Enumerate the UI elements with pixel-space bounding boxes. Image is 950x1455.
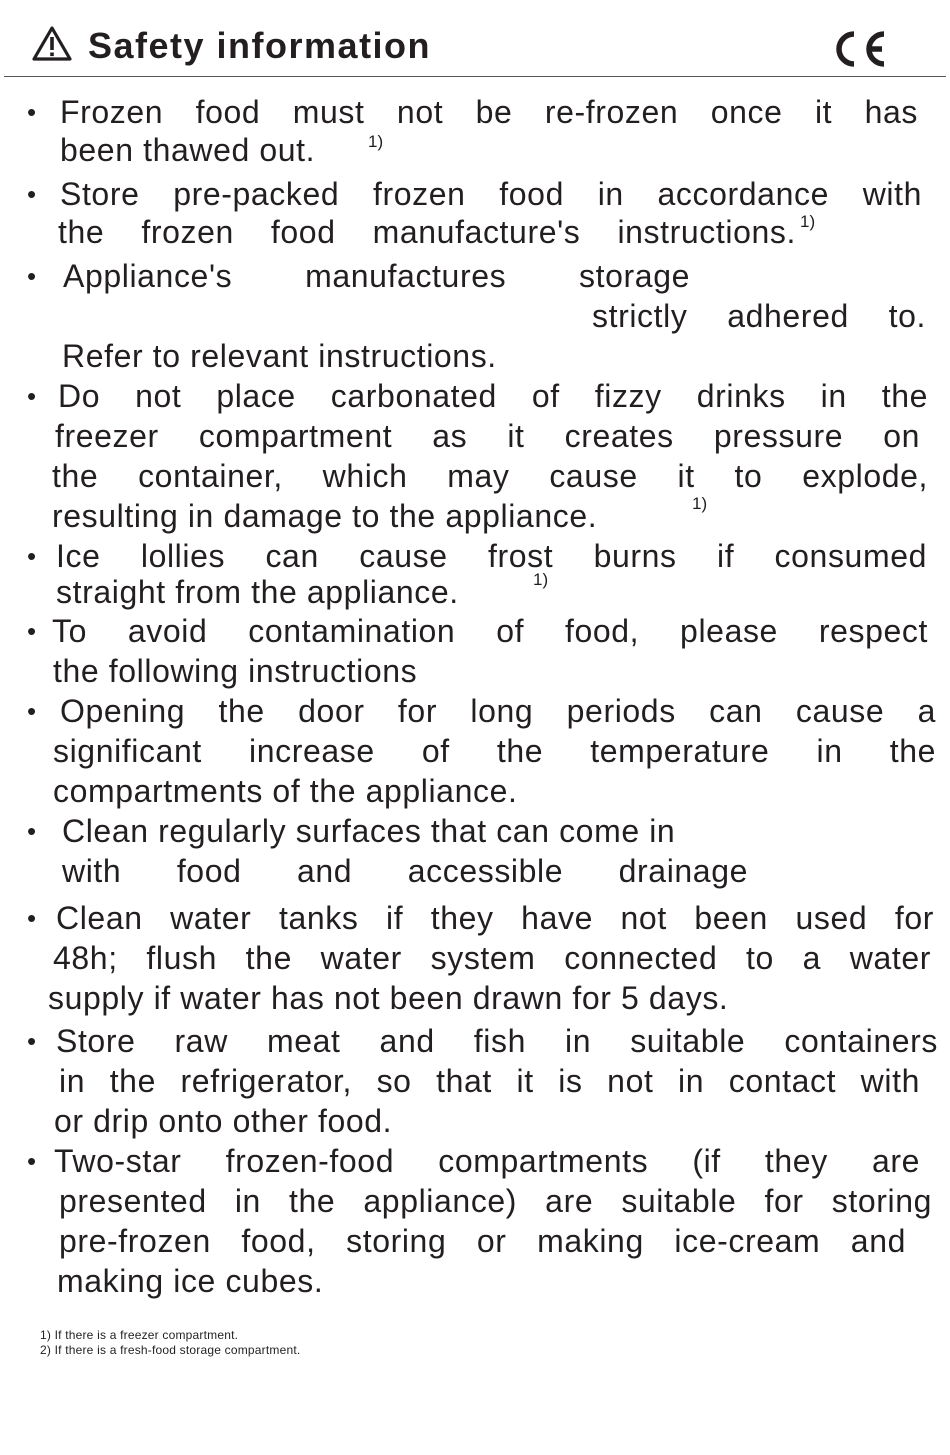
- list-item-line: the following instructions: [53, 653, 418, 689]
- list-item-line: supply if water has not been drawn for 5 days.: [48, 980, 729, 1016]
- list-item-line: Do not place carbonated of fizzy drinks in the: [58, 378, 928, 414]
- list-item-line: or drip onto other food.: [54, 1103, 393, 1139]
- list-item-line: Clean regularly surfaces that can come in: [62, 813, 676, 849]
- list-item-line: been thawed out.: [60, 132, 316, 168]
- bullet-icon: •: [27, 1026, 37, 1056]
- bullet-icon: •: [27, 903, 37, 933]
- footnote: 2) If there is a fresh-food storage compartment.: [40, 1343, 301, 1357]
- bullet-icon: •: [27, 541, 37, 571]
- list-item-line: 48h; flush the water system connected to a water: [53, 940, 931, 976]
- list-item-line: pre-frozen food, storing or making ice-cream and: [59, 1223, 906, 1259]
- list-item-line: Store raw meat and fish in suitable containers: [56, 1023, 938, 1059]
- list-item-line: Opening the door for long periods can cause a: [60, 693, 936, 729]
- list-item-line: Refer to relevant instructions.: [62, 338, 497, 374]
- footnote-marker: 1): [800, 212, 816, 231]
- list-item-line: compartments of the appliance.: [53, 773, 518, 809]
- list-item-line: significant increase of the temperature in the: [53, 733, 936, 769]
- list-item-line: Appliance's manufactures storage: [63, 258, 690, 294]
- list-item-line: resulting in damage to the appliance.: [52, 498, 598, 534]
- list-item-line: Ice lollies can cause frost burns if consumed: [56, 538, 927, 574]
- bullet-icon: •: [27, 616, 37, 646]
- footnote-marker: 1): [533, 570, 549, 589]
- bullet-icon: •: [27, 696, 37, 726]
- footnote: 1) If there is a freezer compartment.: [40, 1328, 239, 1342]
- list-item-line: presented in the appliance) are suitable for storing: [59, 1183, 932, 1219]
- footnote-marker: 1): [368, 132, 384, 151]
- list-item-line: straight from the appliance.: [56, 574, 459, 610]
- bullet-icon: •: [27, 816, 37, 846]
- list-item-line: in the refrigerator, so that it is not in contact with: [59, 1063, 920, 1099]
- list-item-line: Frozen food must not be re-frozen once it has: [60, 94, 918, 130]
- page-title: Safety information: [88, 25, 432, 66]
- bullet-icon: •: [27, 1146, 37, 1176]
- bullet-icon: •: [27, 261, 37, 291]
- bullet-icon: •: [27, 179, 37, 209]
- list-item-line: the frozen food manufacture's instructions.: [58, 214, 796, 250]
- bullet-icon: •: [27, 97, 37, 127]
- list-item-line: with food and accessible drainage: [62, 853, 748, 889]
- list-item-line: strictly adhered to.: [592, 298, 926, 334]
- footnote-marker: 1): [692, 494, 708, 513]
- list-item-line: Two-star frozen-food compartments (if they are: [54, 1143, 920, 1179]
- list-item-line: Store pre-packed frozen food in accordance with: [60, 176, 922, 212]
- list-item-line: freezer compartment as it creates pressure on: [55, 418, 920, 454]
- list-item-line: Clean water tanks if they have not been used for: [56, 900, 934, 936]
- bullet-icon: •: [27, 381, 37, 411]
- list-item-line: To avoid contamination of food, please respect: [52, 613, 928, 649]
- list-item-line: the container, which may cause it to explode,: [52, 458, 928, 494]
- list-item-line: making ice cubes.: [57, 1263, 324, 1299]
